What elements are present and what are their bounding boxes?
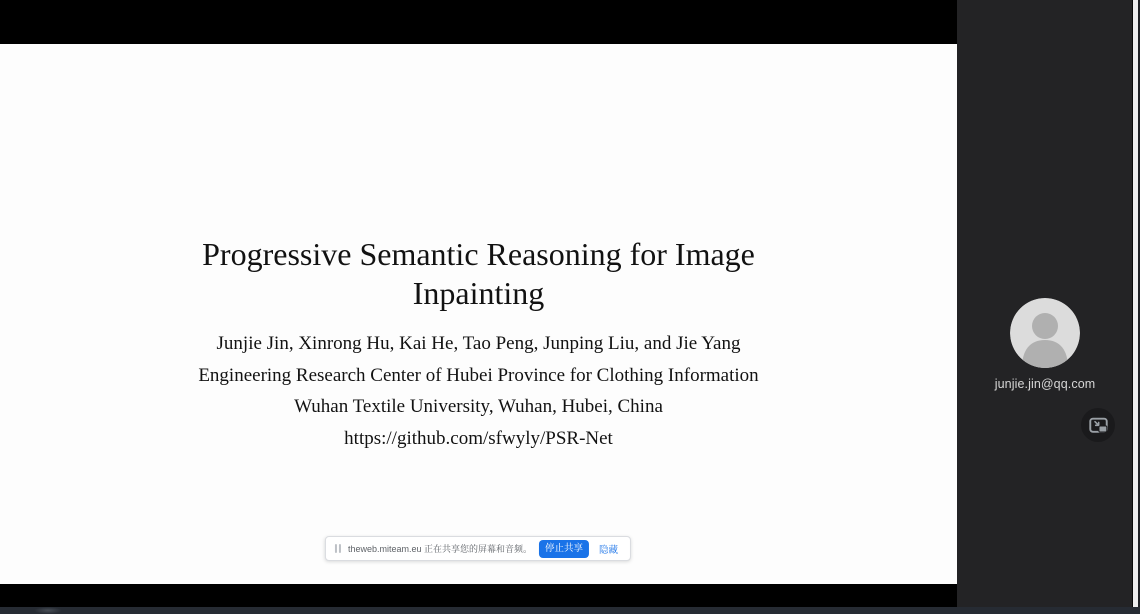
person-silhouette-icon (1010, 298, 1080, 368)
shared-screen-top-letterbox (0, 0, 957, 44)
paper-project-url: https://github.com/sfwyly/PSR-Net (344, 427, 613, 449)
participants-sidebar (957, 0, 1133, 607)
paper-title: Progressive Semantic Reasoning for Image Inpainting (202, 236, 755, 311)
participant-email: junjie.jin@qq.com (994, 377, 1096, 391)
hide-share-bar-button[interactable]: 隐藏 (599, 544, 619, 556)
presentation-slide (0, 44, 957, 584)
paper-affiliation-line2: Wuhan Textile University, Wuhan, Hubei, China (294, 396, 663, 417)
paper-affiliation-line1: Engineering Research Center of Hubei Province for Clothing Information (198, 364, 759, 386)
paper-authors: Junjie Jin, Xinrong Hu, Kai He, Tao Peng, Junping Liu, and Jie Yang (216, 333, 741, 354)
screen-share-notification-bar (325, 536, 631, 561)
avatar (1010, 298, 1080, 368)
picture-in-picture-icon (1088, 415, 1109, 436)
paper-meta-block (0, 328, 957, 454)
taskbar-glow (34, 607, 62, 614)
shared-screen-bottom-letterbox (0, 584, 957, 607)
picture-in-picture-button[interactable] (1081, 408, 1115, 442)
screen-cast-icon (335, 544, 341, 553)
share-bar-message: theweb.miteam.eu 正在共享您的屏幕和音频。 (347, 544, 533, 554)
taskbar-strip (0, 607, 1140, 614)
window-edge-strip (1132, 0, 1140, 607)
stop-sharing-button[interactable]: 停止共享 (539, 540, 589, 558)
